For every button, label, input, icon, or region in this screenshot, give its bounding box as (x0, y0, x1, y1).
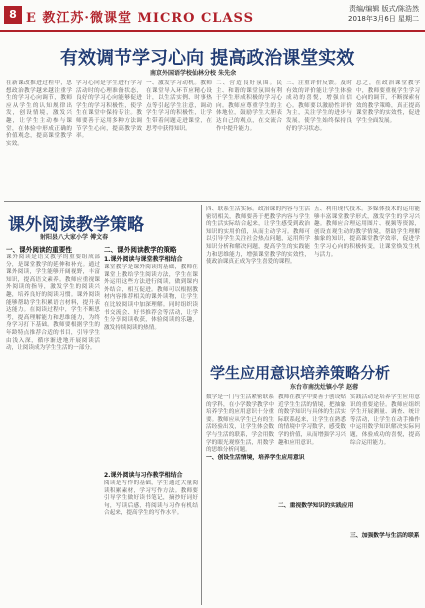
masthead (0, 0, 425, 32)
right-body-col3: 实践活动是培养学生应用意识的重要途径。教师应组织学生开展测量、调查、统计等活动，让学生在动手操作中运用数学知识解决实际问题，体验成功的喜悦，提高综合运用能力。 (350, 394, 420, 446)
column-divider (201, 205, 202, 605)
right-byline: 东台市南沈灶镇小学 赵蓉 (290, 384, 359, 391)
top-byline: 南京外国语学校仙林分校 朱先余 (150, 70, 237, 77)
page-number: 8 (4, 6, 22, 24)
right-subhead-3: 三、加强数学与生活的联系 (350, 533, 420, 539)
left-body-col1: 课外阅读是语文教学的重要组成部分，是课堂教学的延伸和补充。通过课外阅读，学生能够开阔视野，丰富知识，提高语文素养。教师应重视课外阅读的指导，激发学生的阅读兴趣，培养良好的阅读习惯。课外阅读能够帮助学生积累语言材料，提升表达能力。在阅读过程中，学生不断思考，提高理解能力和思维能力，为终身学习打下基础。教师要根据学生的年龄特点推荐合适的书目，引导学生由浅入深，循序渐进地开展阅读活动，让阅读成为学生生活的一部分。 (6, 254, 100, 352)
top-body-col2: 学习心向是学生进行学习活动时的心理准备状态，良好的学习心向能够促进学生的学习积极性，使学生在课堂中保持专注。教师要善于运用多种方法调节学生心向，提高教学效率。 (76, 80, 142, 140)
right-upper-col1: 四、联系生活实际。政治课的内容与生活密切相关，教师要善于把教学内容与学生的生活实际结合起来，让学生感受到政治知识的实用价值，从而主动学习。教师可以引导学生关注社会热点问题，运用所学知识分析和解决问题，提高学生的实践能力和思维能力，增强课堂教学的实效性，使政治课真正成为学生喜爱的课程。 (206, 206, 310, 266)
right-body-col2: 教师在教学中要善于创设贴近学生生活的情境，把抽象的数学知识与具体的生活实际联系起来，让学生在熟悉的情境中学习数学，感受数学的价值，从而增强学习兴趣和应用意识。 (278, 394, 346, 446)
right-body-col1: 数学是一门与生活紧密联系的学科，在小学数学教学中培养学生的应用意识十分重要。教师应从学生已有的生活经验出发，让学生体会数学与生活的联系，学会用数学的眼光观察生活，用数学的思维分析问题。 (206, 394, 274, 454)
section-title: E 教江苏·微课堂 MICRO CLASS (26, 11, 255, 26)
right-upper-col2: 五、利用现代技术。多媒体技术的运用能够丰富课堂教学形式，激发学生的学习兴趣。教师应合理运用图片、视频等资源，创设直观生动的教学情境，帮助学生理解抽象的知识，提高课堂教学效率，促进学生学习心向的积极转变，让课堂焕发生机与活力。 (314, 206, 420, 258)
left-subhead-1: 一、课外阅读的重要性 (6, 246, 72, 254)
top-body-col4: 二、营造良好氛围。民主、和谐的课堂氛围有利于学生形成积极的学习心向。教师应尊重学生的主体地位，鼓励学生大胆表达自己的观点，在交流合作中提升能力。 (216, 80, 282, 132)
left-subhead-3: 1.课外阅读与课堂教学相结合 (104, 256, 183, 263)
top-body-col3: 一、激发学习动机。教师在课堂导入环节应精心设计，以生活实例、时事热点等引起学生注意，调动学生学习的积极性，让学生带着问题走进课堂，在思考中获得知识。 (146, 80, 212, 132)
top-body-col6: 总之，在政治课堂教学中，教师要重视学生学习心向的调节，不断探索有效的教学策略，真正提高课堂教学的实效性，促进学生全面发展。 (356, 80, 420, 124)
top-body-col5: 三、注重评价反馈。及时有效的评价能让学生体验成功的喜悦，增强自信心。教师要以激励性评价为主，关注学生的进步与发展，使学生始终保持良好的学习状态。 (286, 80, 352, 132)
right-headline: 学生应用意识培养策略分析 (210, 364, 391, 382)
masthead-date: 2018年3月6日 星期二 (348, 15, 419, 23)
right-subhead-2: 二、重视数学知识的实践应用 (278, 503, 354, 509)
left-body-col3: 阅读是写作的基础，学生通过大量阅读积累素材，学习写作方法。教师要引导学生做好读书笔记，摘抄好词好句，写读后感，将阅读与习作有机结合起来，提高学生的写作水平。 (104, 480, 198, 517)
masthead-editor: 责编/编辑 版式/陈浩然 (349, 5, 419, 13)
top-divider (4, 201, 421, 202)
left-subhead-2: 二、课外阅读教学的策略 (104, 246, 177, 254)
left-headline: 课外阅读教学策略 (8, 215, 144, 235)
left-subhead-4: 2.课外阅读与习作教学相结合 (104, 472, 183, 479)
top-headline: 有效调节学习心向 提高政治课堂实效 (60, 48, 355, 69)
right-subhead-1: 一、创设生活情境，培养学生应用意识 (206, 455, 305, 461)
left-byline: 射阳县八大家小学 傅文春 (40, 234, 109, 241)
masthead-meta (348, 4, 419, 24)
left-body-col2: 课堂教学是课外阅读的基础，教师在课堂上教给学生阅读方法，学生在课外运用这些方法进行阅读，做到课内外结合，相互促进。教师可以根据教材内容推荐相关的课外读物，让学生在比较阅读中加深理解。同时组织读书交流会、好书推荐会等活动，让学生分享阅读收获，体验阅读的乐趣，激发持续阅读的热情。 (104, 264, 198, 331)
top-body-col1: 在新课改推进过程中，思想政治教学越来越注重学生的学习心向调节，教师应从学生的认知规律出发，创设情境，激发兴趣，让学生主动参与课堂，在体验中形成正确的价值观念，提高课堂教学实效。 (6, 80, 72, 147)
